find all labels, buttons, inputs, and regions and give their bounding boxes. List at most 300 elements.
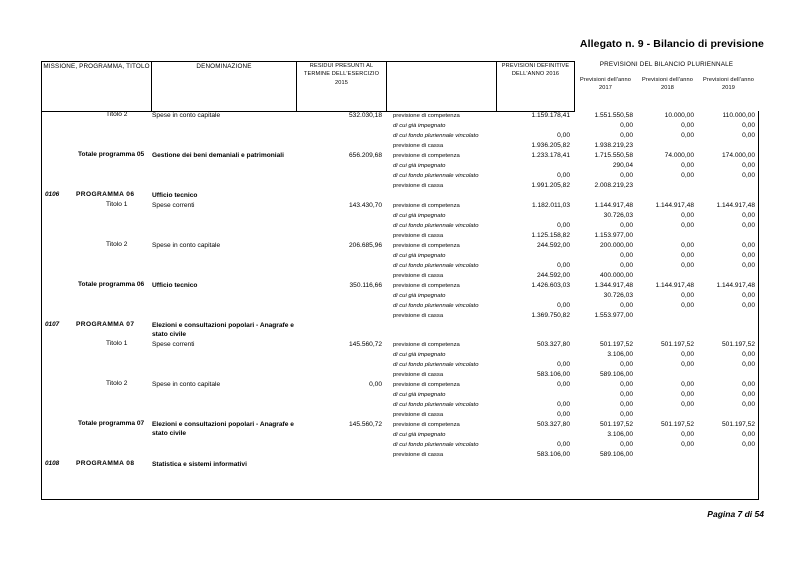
value-y3-impegnato: 0,00 xyxy=(742,430,755,438)
value-y2-impegnato: 0,00 xyxy=(681,390,694,398)
header-cell-voce xyxy=(387,62,497,112)
value-def-impegnato xyxy=(497,121,575,131)
row-empty-cell xyxy=(387,460,497,470)
row-residui-text: 145.560,72 xyxy=(348,420,382,428)
value-y2-cassa xyxy=(638,141,699,151)
row-denominazione-text: Ufficio tecnico xyxy=(152,281,198,289)
row-level xyxy=(70,111,152,151)
value-y2-cassa xyxy=(638,271,699,281)
row-residui-text: 532.030,18 xyxy=(348,112,382,119)
row-denominazione-text: Statistica e sistemi informativi xyxy=(152,460,247,468)
row-level-text: Totale programma 06 xyxy=(78,280,145,288)
row-values-y2 xyxy=(638,241,699,281)
row-values-y1 xyxy=(575,241,638,281)
value-y1-cassa: 1.938.219,23 xyxy=(594,142,633,149)
row-code xyxy=(42,111,70,151)
row-values-y2 xyxy=(638,201,699,241)
row-empty-cell xyxy=(699,460,760,470)
row-code xyxy=(42,460,70,470)
value-def-fondo: 0,00 xyxy=(557,301,570,309)
row-residui-text: 206.685,96 xyxy=(348,241,382,249)
value-def-fondo: 0,00 xyxy=(557,360,570,368)
row-level-text: PROGRAMMA 06 xyxy=(76,191,135,198)
value-y3-competenza: 1.144.917,48 xyxy=(716,281,755,289)
row-residui xyxy=(297,151,387,191)
row-denominazione-text: Elezioni e consultazioni popolari - Anagrafe e stato civile xyxy=(152,420,294,438)
value-y1-competenza: 501.197,52 xyxy=(599,420,633,428)
header-year2-line2: 2018 xyxy=(660,85,675,92)
row-residui xyxy=(297,281,387,321)
voce-competenza: previsione di competenza xyxy=(393,282,460,289)
row-values-y1 xyxy=(575,281,638,321)
row-denominazione xyxy=(152,380,297,420)
row-values-y2 xyxy=(638,111,699,151)
value-def-fondo: 0,00 xyxy=(557,440,570,448)
value-y3-impegnato: 0,00 xyxy=(742,350,755,358)
row-denominazione xyxy=(152,420,297,460)
row-denominazione xyxy=(152,111,297,151)
row-level-text: Titolo 2 xyxy=(106,379,128,387)
value-y1-competenza: 1.144.917,48 xyxy=(594,201,633,209)
value-y1-fondo: 0,00 xyxy=(620,301,633,309)
value-y3-fondo: 0,00 xyxy=(742,261,755,269)
value-y3-impegnato: 0,00 xyxy=(742,211,755,219)
voce-fondo: di cui fondo pluriennale vincolato xyxy=(393,361,479,368)
voce-fondo: di cui fondo pluriennale vincolato xyxy=(393,173,479,179)
row-code xyxy=(42,191,70,201)
table-row xyxy=(42,380,760,420)
row-voci xyxy=(387,420,497,460)
row-denominazione xyxy=(152,241,297,281)
voce-cassa: previsione di cassa xyxy=(393,143,444,149)
value-y2-fondo: 0,00 xyxy=(681,440,694,448)
voce-cassa: previsione di cassa xyxy=(393,451,444,458)
header-residui-line2: TERMINE DELL'ESERCIZIO xyxy=(303,71,380,78)
row-code-text: 0108 xyxy=(45,459,60,467)
row-values-y3 xyxy=(699,151,760,191)
header-cell-denominazione: DENOMINAZIONE xyxy=(152,62,297,112)
row-residui xyxy=(297,241,387,281)
value-y3-fondo: 0,00 xyxy=(742,440,755,448)
row-denominazione xyxy=(152,460,297,470)
row-residui xyxy=(297,340,387,380)
row-denominazione xyxy=(152,191,297,201)
row-residui-text: 656.209,68 xyxy=(348,152,382,159)
row-level xyxy=(70,380,152,420)
value-y2-fondo: 0,00 xyxy=(681,400,694,408)
row-values-y3 xyxy=(699,241,760,281)
value-y3-competenza: 1.144.917,48 xyxy=(716,201,755,209)
row-code xyxy=(42,420,70,460)
row-residui xyxy=(297,111,387,151)
row-values-def xyxy=(497,151,575,191)
row-values-y2 xyxy=(638,420,699,460)
row-values-y1 xyxy=(575,201,638,241)
voce-competenza: previsione di competenza xyxy=(393,113,460,119)
row-code xyxy=(42,151,70,191)
value-y2-competenza: 74.000,00 xyxy=(664,152,694,159)
voce-fondo: di cui fondo pluriennale vincolato xyxy=(393,401,479,408)
value-y3-cassa xyxy=(699,141,760,151)
value-y1-impegnato: 0,00 xyxy=(620,251,633,259)
value-y2-impegnato: 0,00 xyxy=(681,211,694,219)
voce-impegnato: di cui già impegnato xyxy=(393,212,446,219)
value-y1-competenza: 1.551.550,58 xyxy=(594,112,633,119)
value-y3-cassa xyxy=(699,271,760,281)
voce-cassa: previsione di cassa xyxy=(393,312,444,319)
row-denominazione xyxy=(152,151,297,191)
table-row xyxy=(42,111,760,151)
row-values-def xyxy=(497,380,575,420)
value-y1-impegnato: 30.726,03 xyxy=(603,291,633,299)
value-y2-impegnato: 0,00 xyxy=(681,430,694,438)
header-cell-mission: MISSIONE, PROGRAMMA, TITOLO xyxy=(42,62,152,112)
row-code-text: 0106 xyxy=(45,191,60,198)
row-empty-cell xyxy=(638,460,699,470)
voce-cassa: previsione di cassa xyxy=(393,272,444,279)
table-body xyxy=(41,111,759,500)
value-y2-competenza: 501.197,52 xyxy=(660,340,694,348)
header-spacer-1 xyxy=(575,62,638,112)
value-def-fondo: 0,00 xyxy=(557,132,570,139)
voce-impegnato: di cui già impegnato xyxy=(393,292,446,299)
row-empty-cell xyxy=(497,191,575,201)
header-year3-line1: Previsioni dell'anno xyxy=(702,77,755,83)
value-def-competenza: 0,00 xyxy=(557,380,570,388)
row-code-text: 0107 xyxy=(45,320,60,328)
value-def-cassa: 1.991.205,82 xyxy=(531,182,570,189)
row-level-text: PROGRAMMA 07 xyxy=(76,320,135,328)
value-y2-impegnato: 0,00 xyxy=(681,162,694,169)
value-def-competenza: 503.327,80 xyxy=(536,340,570,348)
voce-fondo: di cui fondo pluriennale vincolato xyxy=(393,302,479,309)
value-def-impegnato xyxy=(497,390,575,400)
value-y1-impegnato: 3.106,00 xyxy=(607,350,633,358)
row-empty-cell xyxy=(387,321,497,340)
row-values-y1 xyxy=(575,151,638,191)
value-y2-fondo: 0,00 xyxy=(681,132,694,139)
row-values-y2 xyxy=(638,151,699,191)
row-code xyxy=(42,321,70,340)
row-voci xyxy=(387,281,497,321)
voce-cassa: previsione di cassa xyxy=(393,371,444,378)
row-voci xyxy=(387,241,497,281)
value-y1-competenza: 0,00 xyxy=(620,380,633,388)
value-y1-fondo: 0,00 xyxy=(620,221,633,229)
value-def-cassa: 0,00 xyxy=(557,410,570,418)
value-y3-fondo: 0,00 xyxy=(742,301,755,309)
value-def-cassa: 244.592,00 xyxy=(536,271,570,279)
value-y1-fondo: 0,00 xyxy=(620,172,633,179)
value-y1-cassa: 1.553.977,00 xyxy=(594,311,633,319)
row-values-y2 xyxy=(638,281,699,321)
row-level xyxy=(70,321,152,340)
header-year1-line2: 2017 xyxy=(598,85,613,92)
value-y1-fondo: 0,00 xyxy=(620,261,633,269)
value-def-fondo: 0,00 xyxy=(557,400,570,408)
value-y3-cassa xyxy=(699,450,760,460)
value-y2-impegnato: 0,00 xyxy=(681,291,694,299)
row-values-y1 xyxy=(575,111,638,151)
row-code xyxy=(42,281,70,321)
value-y2-fondo: 0,00 xyxy=(681,261,694,269)
value-y1-cassa: 0,00 xyxy=(620,410,633,418)
value-y1-impegnato: 30.726,03 xyxy=(603,211,633,219)
row-denominazione xyxy=(152,340,297,380)
value-def-impegnato xyxy=(497,350,575,360)
voce-fondo: di cui fondo pluriennale vincolato xyxy=(393,441,479,448)
value-y3-impegnato: 0,00 xyxy=(742,122,755,129)
value-y2-cassa xyxy=(638,311,699,321)
row-denominazione xyxy=(152,281,297,321)
table-row xyxy=(42,151,760,191)
row-values-y3 xyxy=(699,281,760,321)
value-y2-competenza: 1.144.917,48 xyxy=(655,281,694,289)
table-header-labels xyxy=(41,61,760,112)
value-y1-competenza: 1.344.917,48 xyxy=(594,281,633,289)
header-year3-line2: 2019 xyxy=(721,85,736,92)
value-y1-impegnato: 3.106,00 xyxy=(607,430,633,438)
row-denominazione-text: Spese in conto capitale xyxy=(152,112,221,119)
value-y3-competenza: 174.000,00 xyxy=(721,152,755,159)
table-row xyxy=(42,420,760,460)
table-row xyxy=(42,321,760,340)
value-y3-cassa xyxy=(699,370,760,380)
value-def-cassa: 583.106,00 xyxy=(536,370,570,378)
value-y2-cassa xyxy=(638,410,699,420)
row-denominazione-text: Spese in conto capitale xyxy=(152,380,221,388)
voce-fondo: di cui fondo pluriennale vincolato xyxy=(393,262,479,269)
voce-impegnato: di cui già impegnato xyxy=(393,351,446,358)
value-y3-competenza: 110.000,00 xyxy=(722,112,755,119)
value-y3-fondo: 0,00 xyxy=(742,172,755,179)
table-row xyxy=(42,340,760,380)
row-values-def xyxy=(497,340,575,380)
value-def-fondo: 0,00 xyxy=(557,172,570,179)
row-level xyxy=(70,281,152,321)
header-prev-def-line1: PREVISIONI DEFINITIVE xyxy=(501,63,570,69)
header-residui-line3: 2015 xyxy=(334,79,349,86)
row-residui xyxy=(297,191,387,201)
row-level xyxy=(70,201,152,241)
value-y1-cassa: 589.106,00 xyxy=(599,450,633,458)
row-values-def xyxy=(497,420,575,460)
row-residui-text: 350.116,66 xyxy=(349,281,382,289)
row-denominazione xyxy=(152,201,297,241)
value-y1-cassa: 400.000,00 xyxy=(599,271,633,279)
row-empty-cell xyxy=(575,321,638,340)
value-y2-competenza: 10.000,00 xyxy=(664,112,694,119)
value-y1-fondo: 0,00 xyxy=(620,440,633,448)
value-y1-fondo: 0,00 xyxy=(620,400,633,408)
value-y3-competenza: 0,00 xyxy=(742,380,755,388)
value-y3-competenza: 0,00 xyxy=(742,241,755,249)
row-level xyxy=(70,151,152,191)
value-def-competenza: 1.233.178,41 xyxy=(531,152,570,159)
value-y2-fondo: 0,00 xyxy=(681,221,694,229)
value-y1-impegnato: 0,00 xyxy=(620,390,633,398)
header-cell-previsioni-definitive xyxy=(497,62,575,112)
row-level-text: PROGRAMMA 08 xyxy=(76,459,135,467)
value-y1-competenza: 501.197,52 xyxy=(599,340,633,348)
value-y1-cassa: 2.008.219,23 xyxy=(594,182,633,189)
value-y3-impegnato: 0,00 xyxy=(742,291,755,299)
value-y1-fondo: 0,00 xyxy=(620,132,633,139)
voce-fondo: di cui fondo pluriennale vincolato xyxy=(393,133,479,139)
value-y2-cassa xyxy=(638,231,699,241)
row-residui-text: 143.430,70 xyxy=(348,201,382,209)
header-year2-line1: Previsioni dell'anno xyxy=(641,77,694,83)
voce-impegnato: di cui già impegnato xyxy=(393,123,446,129)
table-row xyxy=(42,281,760,321)
page-title: Allegato n. 9 - Bilancio di previsione xyxy=(579,38,764,50)
voce-competenza: previsione di competenza xyxy=(393,341,460,348)
row-code xyxy=(42,201,70,241)
value-y3-cassa xyxy=(699,311,760,321)
row-empty-cell xyxy=(699,191,760,201)
value-y1-cassa: 1.153.977,00 xyxy=(594,231,633,239)
value-y2-cassa xyxy=(638,181,699,191)
row-level-text: Totale programma 07 xyxy=(78,419,145,427)
value-y3-fondo: 0,00 xyxy=(742,221,755,229)
value-def-competenza: 1.182.011,03 xyxy=(531,201,570,209)
row-empty-cell xyxy=(387,191,497,201)
value-def-competenza: 1.426.603,03 xyxy=(531,281,570,289)
row-denominazione-text: Ufficio tecnico xyxy=(152,192,198,199)
value-def-impegnato xyxy=(497,211,575,221)
row-level-text: Titolo 1 xyxy=(106,339,128,347)
row-code xyxy=(42,241,70,281)
value-y2-impegnato: 0,00 xyxy=(681,122,694,129)
row-empty-cell xyxy=(638,191,699,201)
table-row xyxy=(42,241,760,281)
value-y3-cassa xyxy=(699,231,760,241)
header-cell-residui xyxy=(297,62,387,112)
row-residui-text: 145.560,72 xyxy=(348,340,382,348)
voce-cassa: previsione di cassa xyxy=(393,232,444,239)
value-def-competenza: 1.159.178,41 xyxy=(531,112,570,119)
row-level-text: Titolo 1 xyxy=(106,200,128,208)
row-level-text: Titolo 2 xyxy=(106,111,128,118)
value-y1-impegnato: 290,04 xyxy=(612,162,633,169)
row-code xyxy=(42,380,70,420)
value-y2-competenza: 501.197,52 xyxy=(660,420,694,428)
row-values-y3 xyxy=(699,340,760,380)
row-empty-cell xyxy=(575,191,638,201)
voce-impegnato: di cui già impegnato xyxy=(393,163,446,169)
value-y1-impegnato: 0,00 xyxy=(620,122,633,129)
row-code xyxy=(42,340,70,380)
voce-cassa: previsione di cassa xyxy=(393,183,444,189)
value-y3-impegnato: 0,00 xyxy=(742,251,755,259)
value-y3-cassa xyxy=(699,181,760,191)
row-residui xyxy=(297,321,387,340)
value-y3-fondo: 0,00 xyxy=(742,132,755,139)
value-y2-fondo: 0,00 xyxy=(681,301,694,309)
row-values-y3 xyxy=(699,111,760,151)
value-def-cassa: 583.106,00 xyxy=(536,450,570,458)
voce-competenza: previsione di competenza xyxy=(393,242,460,249)
row-residui xyxy=(297,201,387,241)
row-residui xyxy=(297,420,387,460)
row-values-y3 xyxy=(699,380,760,420)
value-def-fondo: 0,00 xyxy=(557,221,570,229)
value-y1-cassa: 589.106,00 xyxy=(599,370,633,378)
header-year1-line1: Previsioni dell'anno xyxy=(579,77,632,83)
row-voci xyxy=(387,340,497,380)
value-def-impegnato xyxy=(497,291,575,301)
row-voci xyxy=(387,111,497,151)
value-y3-cassa xyxy=(699,410,760,420)
voce-impegnato: di cui già impegnato xyxy=(393,252,446,259)
row-residui xyxy=(297,460,387,470)
value-def-impegnato xyxy=(497,161,575,171)
row-values-y2 xyxy=(638,380,699,420)
row-empty-cell xyxy=(497,321,575,340)
value-y2-fondo: 0,00 xyxy=(681,172,694,179)
value-y2-cassa xyxy=(638,450,699,460)
voce-fondo: di cui fondo pluriennale vincolato xyxy=(393,222,479,229)
row-values-def xyxy=(497,111,575,151)
row-residui xyxy=(297,380,387,420)
value-y2-cassa xyxy=(638,370,699,380)
voce-cassa: previsione di cassa xyxy=(393,411,444,418)
value-y2-impegnato: 0,00 xyxy=(681,350,694,358)
row-values-y1 xyxy=(575,380,638,420)
row-voci xyxy=(387,151,497,191)
row-level xyxy=(70,241,152,281)
value-y2-competenza: 0,00 xyxy=(681,380,694,388)
row-level xyxy=(70,191,152,201)
value-y3-competenza: 501.197,52 xyxy=(721,420,755,428)
table-row xyxy=(42,460,760,470)
value-def-competenza: 244.592,00 xyxy=(536,241,570,249)
value-y3-impegnato: 0,00 xyxy=(742,390,755,398)
row-denominazione-text: Spese correnti xyxy=(152,340,195,348)
value-def-fondo: 0,00 xyxy=(557,261,570,269)
row-level xyxy=(70,420,152,460)
row-residui-text: 0,00 xyxy=(369,380,382,388)
voce-competenza: previsione di competenza xyxy=(393,421,460,428)
row-values-y3 xyxy=(699,420,760,460)
voce-competenza: previsione di competenza xyxy=(393,381,460,388)
value-y2-competenza: 1.144.917,48 xyxy=(655,201,694,209)
header-group-pluriennale: PREVISIONI DEL BILANCIO PLURIENNALE xyxy=(599,61,734,68)
value-y1-competenza: 1.715.550,58 xyxy=(594,152,633,159)
value-y2-impegnato: 0,00 xyxy=(681,251,694,259)
value-y2-fondo: 0,00 xyxy=(681,360,694,368)
value-def-cassa: 1.369.750,82 xyxy=(531,311,570,319)
table-row xyxy=(42,191,760,201)
page-footer: Pagina 7 di 54 xyxy=(707,509,764,519)
row-values-def xyxy=(497,281,575,321)
row-voci xyxy=(387,201,497,241)
value-y3-impegnato: 0,00 xyxy=(742,162,755,169)
row-denominazione xyxy=(152,321,297,340)
row-level xyxy=(70,340,152,380)
value-y3-fondo: 0,00 xyxy=(742,360,755,368)
header-prev-def-line2: DELL'ANNO 2016 xyxy=(511,71,560,78)
row-empty-cell xyxy=(575,460,638,470)
header-spacer-3 xyxy=(699,62,760,112)
row-empty-cell xyxy=(699,321,760,340)
row-values-y1 xyxy=(575,340,638,380)
value-def-impegnato xyxy=(497,430,575,440)
value-y3-fondo: 0,00 xyxy=(742,400,755,408)
row-level-text: Titolo 2 xyxy=(106,240,128,248)
value-y3-competenza: 501.197,52 xyxy=(721,340,755,348)
voce-competenza: previsione di competenza xyxy=(393,202,460,209)
